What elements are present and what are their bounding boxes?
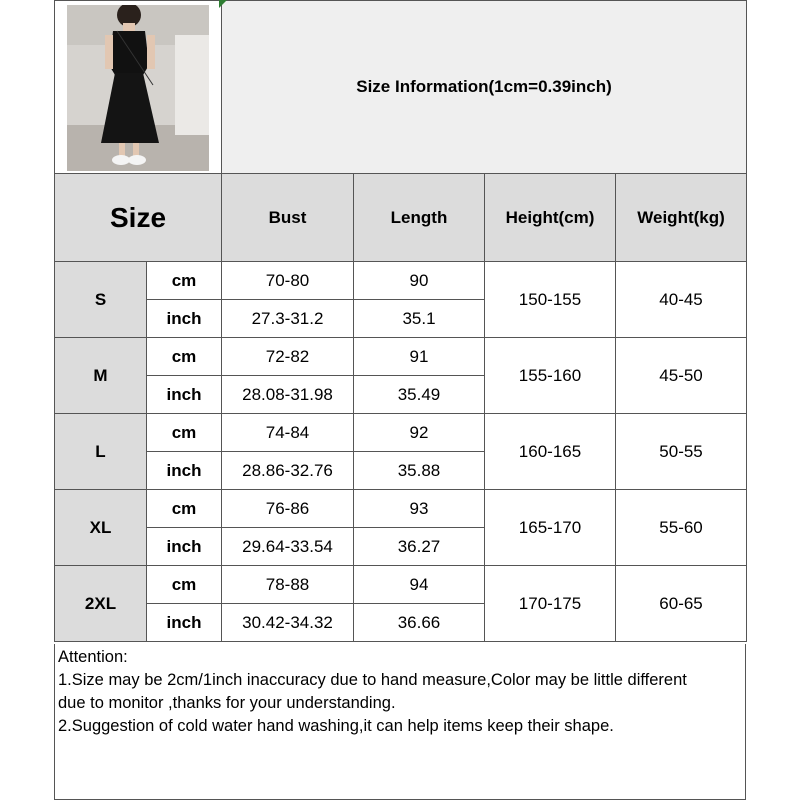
corner-marker-icon [219,0,227,8]
weight-value: 50-55 [616,414,747,490]
product-photo [67,5,209,171]
weight-value: 45-50 [616,338,747,414]
bust-cm-value: 78-88 [222,566,354,604]
length-inch-value: 35.1 [354,300,485,338]
notes-heading: Attention: [58,648,128,666]
bust-inch-value: 27.3-31.2 [222,300,354,338]
height-column-header: Height(cm) [485,174,616,262]
unit-cm: cm [147,262,222,300]
weight-value: 60-65 [616,566,747,642]
notes-line: 1.Size may be 2cm/1inch inaccuracy due to hand measure,Color may be little different [58,671,687,689]
size-label: XL [55,490,147,566]
bust-inch-value: 29.64-33.54 [222,528,354,566]
attention-notes [54,644,746,800]
bust-cm-value: 72-82 [222,338,354,376]
bust-cm-value: 74-84 [222,414,354,452]
size-label: L [55,414,147,490]
length-inch-value: 36.27 [354,528,485,566]
unit-inch: inch [147,604,222,642]
size-label: S [55,262,147,338]
size-label: M [55,338,147,414]
weight-column-header: Weight(kg) [616,174,747,262]
height-value: 160-165 [485,414,616,490]
product-photo-cell [55,1,222,174]
bust-cm-value: 70-80 [222,262,354,300]
length-inch-value: 35.88 [354,452,485,490]
length-column-header: Length [354,174,485,262]
length-cm-value: 94 [354,566,485,604]
unit-inch: inch [147,376,222,414]
unit-inch: inch [147,300,222,338]
length-inch-value: 36.66 [354,604,485,642]
height-value: 165-170 [485,490,616,566]
size-info-title: Size Information(1cm=0.39inch) [222,1,747,174]
unit-cm: cm [147,414,222,452]
height-value: 150-155 [485,262,616,338]
unit-cm: cm [147,566,222,604]
notes-line: due to monitor ,thanks for your understanding. [58,694,396,712]
bust-inch-value: 28.86-32.76 [222,452,354,490]
unit-cm: cm [147,338,222,376]
length-cm-value: 93 [354,490,485,528]
weight-value: 40-45 [616,262,747,338]
bust-column-header: Bust [222,174,354,262]
unit-inch: inch [147,528,222,566]
height-value: 170-175 [485,566,616,642]
length-cm-value: 91 [354,338,485,376]
length-cm-value: 90 [354,262,485,300]
height-value: 155-160 [485,338,616,414]
notes-line: 2.Suggestion of cold water hand washing,it can help items keep their shape. [58,717,614,735]
size-chart-table [54,0,747,642]
bust-inch-value: 28.08-31.98 [222,376,354,414]
length-inch-value: 35.49 [354,376,485,414]
unit-cm: cm [147,490,222,528]
size-label: 2XL [55,566,147,642]
bust-cm-value: 76-86 [222,490,354,528]
weight-value: 55-60 [616,490,747,566]
size-column-header: Size [55,174,222,262]
length-cm-value: 92 [354,414,485,452]
unit-inch: inch [147,452,222,490]
bust-inch-value: 30.42-34.32 [222,604,354,642]
